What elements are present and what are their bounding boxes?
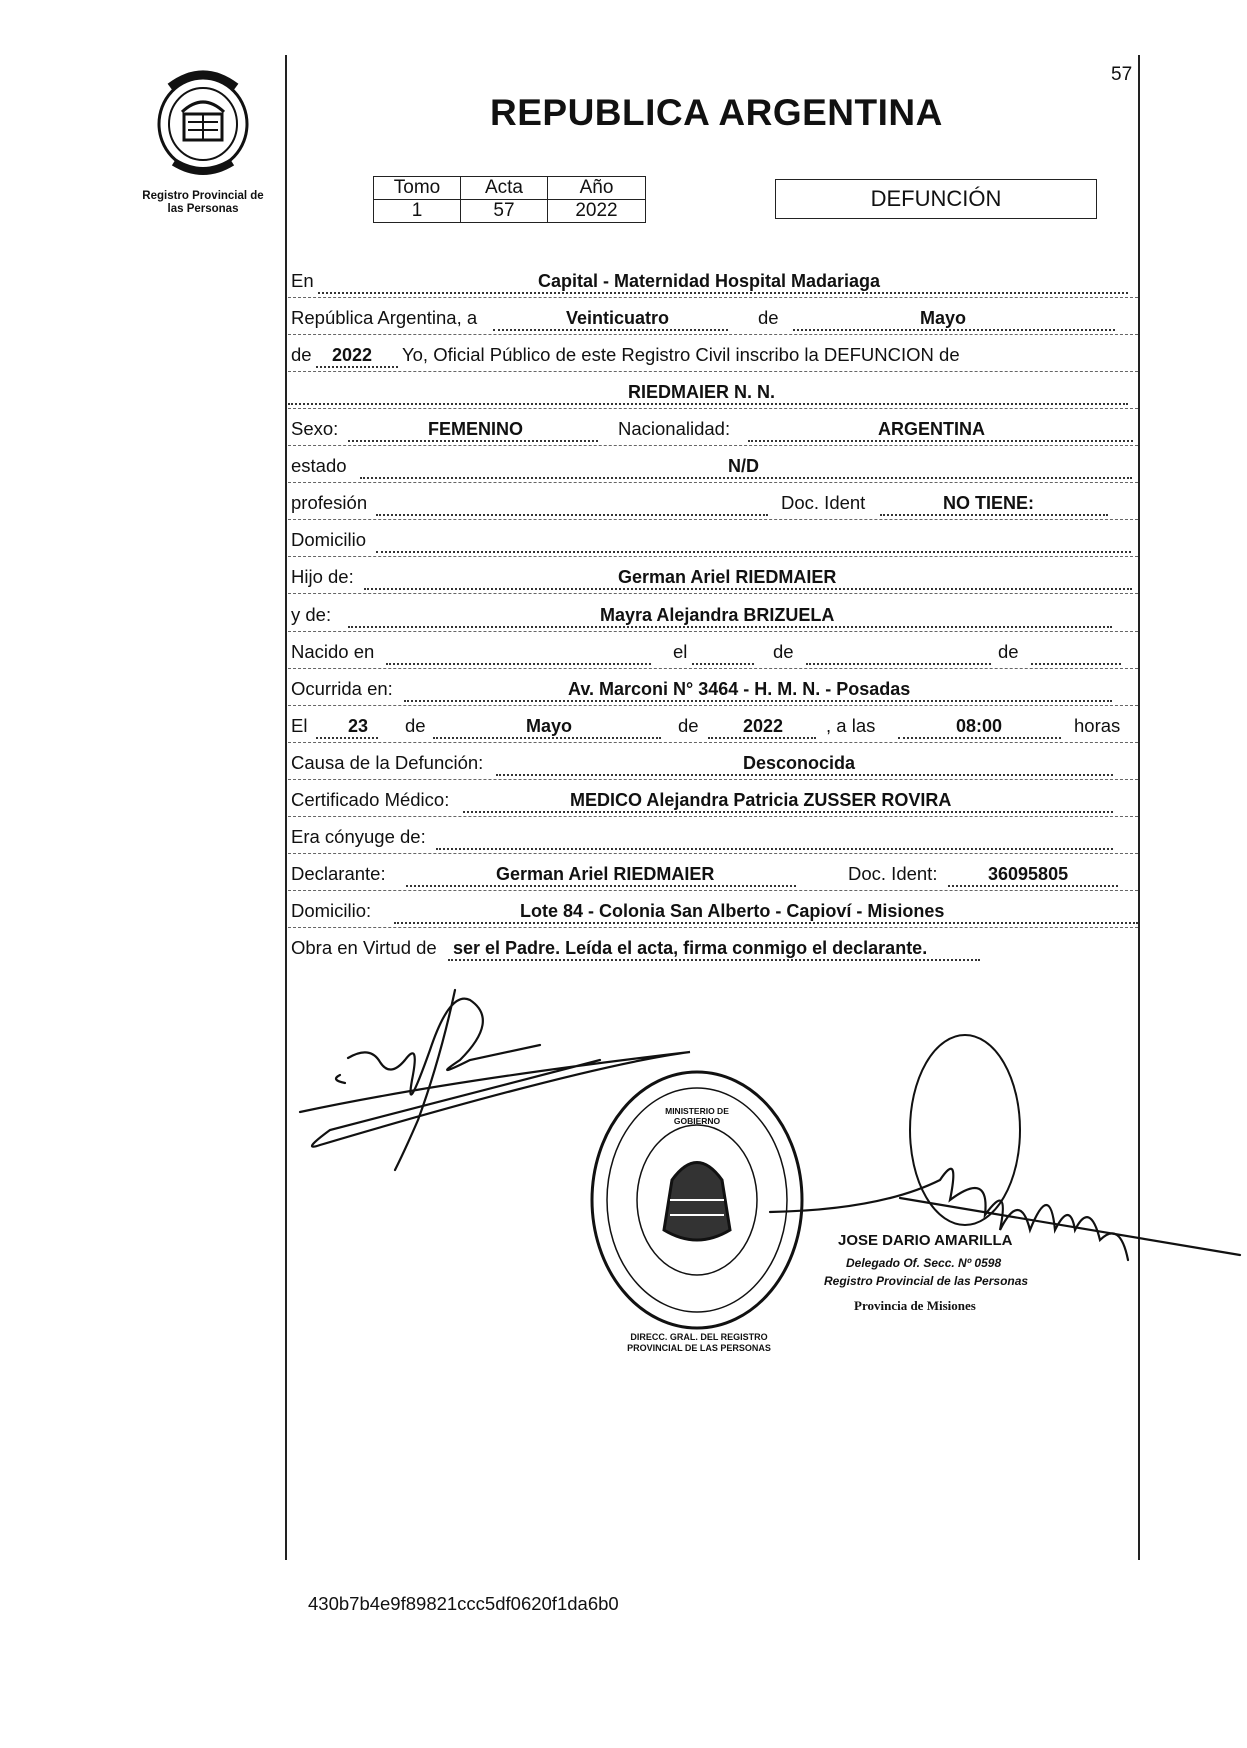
page-number: 57: [1111, 64, 1133, 85]
el-label: el: [673, 641, 688, 662]
obra-value: ser el Padre. Leída el acta, firma conmigo el declarante.: [453, 938, 928, 958]
document-hash: 430b7b4e9f89821ccc5df0620f1da6b0: [308, 1593, 619, 1614]
record-value-acta: 57: [461, 200, 548, 223]
de2-label: de: [998, 641, 1019, 662]
difunto-value: RIEDMAIER N. N.: [628, 382, 776, 402]
official-signature: [770, 1035, 1240, 1260]
dia-texto-value: Veinticuatro: [566, 308, 670, 328]
seal-inner-text: MINISTERIO DE GOBIERNO: [665, 1106, 729, 1126]
page-title: REPUBLICA ARGENTINA: [490, 92, 943, 133]
anio-value: 2022: [332, 345, 373, 365]
record-header-anio: Año: [548, 177, 646, 200]
lugar-value: Capital - Maternidad Hospital Madariaga: [538, 271, 881, 291]
certificado-label: Certificado Médico:: [291, 789, 450, 810]
padre-value: German Ariel RIEDMAIER: [618, 567, 837, 587]
horas-label: horas: [1074, 715, 1121, 736]
record-header-acta: Acta: [461, 177, 548, 200]
domicilio2-label: Domicilio:: [291, 900, 372, 921]
anio-fallec-value: 2022: [743, 716, 784, 736]
domicilio-label: Domicilio: [291, 529, 367, 550]
estado-label: estado: [291, 455, 347, 476]
declarante-label: Declarante:: [291, 863, 386, 884]
record-value-tomo: 1: [374, 200, 461, 223]
nacionalidad-value: ARGENTINA: [878, 419, 985, 439]
ocurrida-label: Ocurrida en:: [291, 678, 393, 699]
obra-label: Obra en Virtud de: [291, 937, 437, 958]
dia-fallec-value: 23: [348, 716, 369, 736]
republica-label: República Argentina, a: [291, 307, 478, 328]
ocurrida-value: Av. Marconi N° 3464 - H. M. N. - Posadas: [568, 679, 911, 699]
hijo-label: Hijo de:: [291, 566, 354, 587]
doc-ident2-value: 36095805: [988, 864, 1069, 884]
official-role: Delegado Of. Secc. Nº 0598: [846, 1256, 1002, 1270]
certificado-value: MEDICO Alejandra Patricia ZUSSER ROVIRA: [570, 790, 952, 810]
doc-ident2-label: Doc. Ident:: [848, 863, 938, 884]
seal-caption-line2: las Personas: [167, 203, 239, 215]
doc-ident-label: Doc. Ident: [781, 492, 866, 513]
mes-fallec-value: Mayo: [526, 716, 573, 736]
estado-value: N/D: [728, 456, 759, 476]
sexo-label: Sexo:: [291, 418, 339, 439]
causa-value: Desconocida: [743, 753, 856, 773]
official-province: Provincia de Misiones: [854, 1298, 976, 1313]
anio-prefix-label: de: [291, 344, 312, 365]
en-label: En: [291, 270, 314, 291]
profesion-label: profesión: [291, 492, 368, 513]
alas-label: , a las: [826, 715, 876, 736]
oficial-text: Yo, Oficial Público de este Registro Civil inscribo la DEFUNCION de: [402, 344, 960, 365]
nacido-label: Nacido en: [291, 641, 375, 662]
de-label: de: [758, 307, 779, 328]
de4-label: de: [678, 715, 699, 736]
declarante-value: German Ariel RIEDMAIER: [496, 864, 715, 884]
document-type-box: DEFUNCIÓN: [775, 179, 1097, 219]
de3-label: de: [405, 715, 426, 736]
seal-caption-line1: Registro Provincial de: [142, 190, 264, 202]
domicilio2-value: Lote 84 - Colonia San Alberto - Capioví - Misiones: [520, 901, 945, 921]
official-name: JOSE DARIO AMARILLA: [838, 1232, 1013, 1249]
declarant-signature: [300, 990, 690, 1170]
yde-label: y de:: [291, 604, 332, 625]
seal-text: DIRECC. GRAL. DEL REGISTRO PROVINCIAL DE LAS PERSONAS: [627, 1332, 771, 1353]
conyuge-label: Era cónyuge de:: [291, 826, 426, 847]
sexo-value: FEMENINO: [428, 419, 524, 439]
doc-ident-value: NO TIENE:: [943, 493, 1035, 513]
el2-label: El: [291, 715, 308, 736]
mes-value: Mayo: [920, 308, 967, 328]
record-value-anio: 2022: [548, 200, 646, 223]
madre-value: Mayra Alejandra BRIZUELA: [600, 605, 835, 625]
nacionalidad-label: Nacionalidad:: [618, 418, 731, 439]
hora-value: 08:00: [956, 716, 1003, 736]
official-office: Registro Provincial de las Personas: [824, 1274, 1029, 1288]
de1-label: de: [773, 641, 794, 662]
record-header-tomo: Tomo: [374, 177, 461, 200]
causa-label: Causa de la Defunción:: [291, 752, 484, 773]
